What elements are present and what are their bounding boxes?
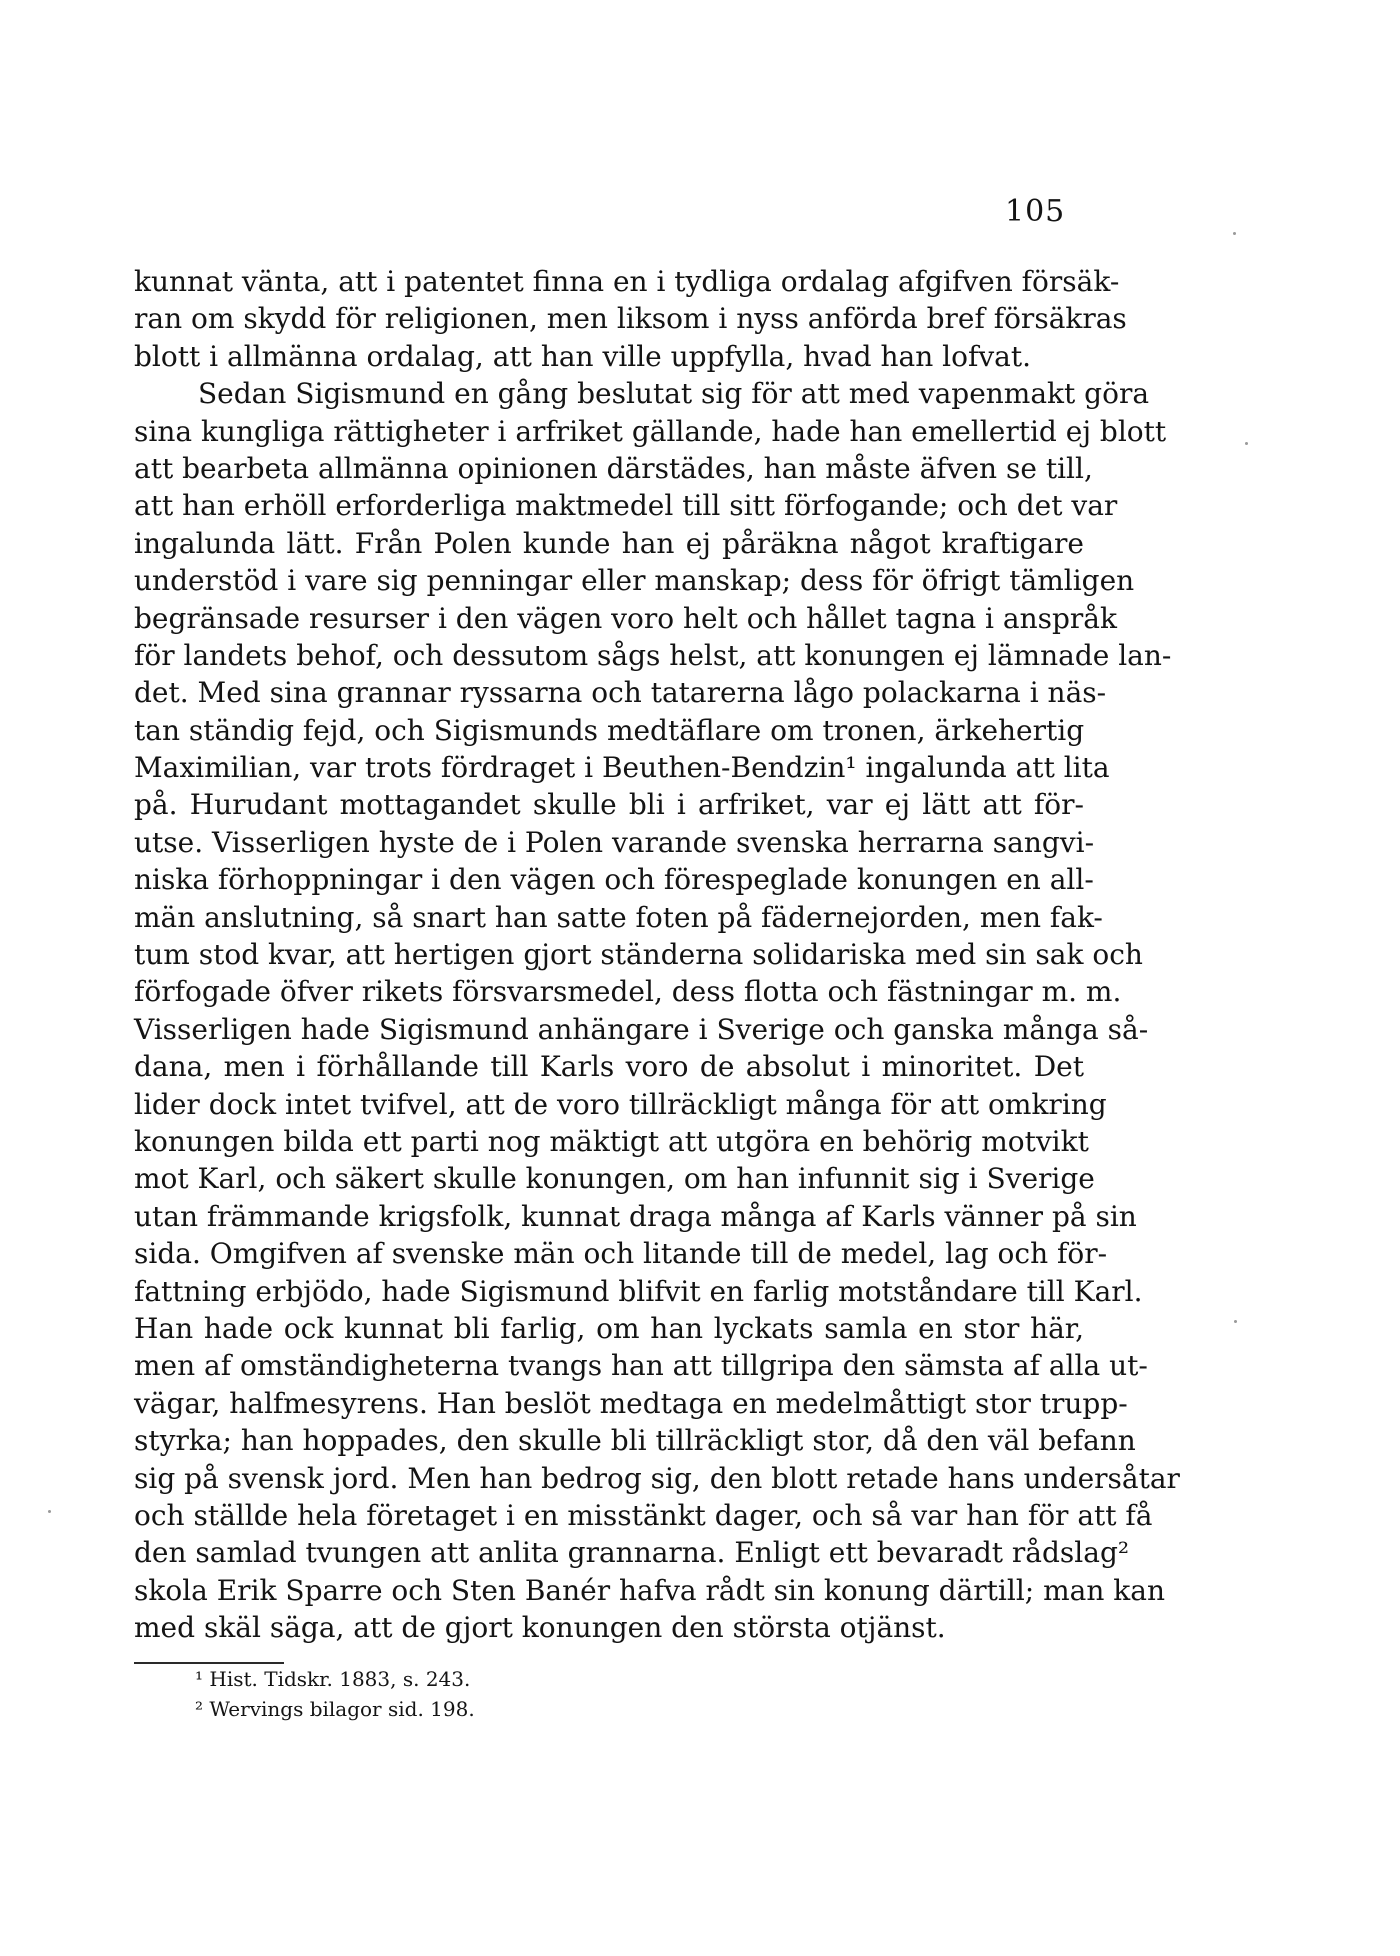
- footnotes: [195, 1664, 475, 1724]
- text-line: Visserligen hade Sigismund anhängare i Sverige och ganska många så-: [134, 1012, 1149, 1046]
- text-line: på. Hurudant mottagandet skulle bli i arfriket, var ej lätt att för-: [134, 788, 1084, 822]
- text-line: tum stod kvar, att hertigen gjort ständerna solidariska med sin sak och: [134, 938, 1143, 972]
- text-line: Sedan Sigismund en gång beslutat sig för att med vapenmakt göra: [198, 377, 1150, 411]
- text-line: sig på svensk jord. Men han bedrog sig, den blott retade hans undersåtar: [134, 1461, 1180, 1495]
- text-line: niska förhoppningar i den vägen och förespeglade konungen en all-: [134, 863, 1094, 897]
- scan-speck: [1245, 442, 1248, 445]
- text-line: sina kungliga rättigheter i arfriket gällande, hade han emellertid ej blott: [134, 414, 1167, 448]
- text-line: och ställde hela företaget i en misstänkt dager, och så var han för att få: [134, 1498, 1153, 1532]
- text-line: konungen bilda ett parti nog mäktigt att utgöra en behörig motvikt: [134, 1124, 1089, 1158]
- text-line: men af omständigheterna tvangs han att tillgripa den sämsta af alla ut-: [134, 1349, 1148, 1383]
- text-line: Maximilian, var trots fördraget i Beuthen-Bendzin¹ ingalunda att lita: [134, 751, 1110, 785]
- scan-speck: [48, 1510, 51, 1513]
- text-line: begränsade resurser i den vägen voro helt och hållet tagna i anspråk: [134, 601, 1117, 635]
- text-line: för landets behof, och dessutom sågs helst, att konungen ej lämnade lan-: [134, 638, 1172, 672]
- text-line: förfogade öfver rikets försvarsmedel, dess flotta och fästningar m. m.: [134, 975, 1122, 1009]
- text-line: understöd i vare sig penningar eller manskap; dess för öfrigt tämligen: [134, 564, 1135, 598]
- text-line: utse. Visserligen hyste de i Polen varande svenska herrarna sangvi-: [134, 825, 1095, 859]
- footnote-2: ² Wervings bilagor sid. 198.: [195, 1697, 475, 1721]
- text-line: blott i allmänna ordalag, att han ville uppfylla, hvad han lofvat.: [134, 339, 1031, 373]
- text-line: kunnat vänta, att i patentet finna en i tydliga ordalag afgifven försäk-: [134, 265, 1120, 298]
- text-line: styrka; han hoppades, den skulle bli tillräckligt stor, då den väl befann: [134, 1424, 1136, 1458]
- text-line: att bearbeta allmänna opinionen därstädes, han måste äfven se till,: [134, 451, 1093, 485]
- text-line: lider dock intet tvifvel, att de voro tillräckligt många för att omkring: [134, 1087, 1107, 1121]
- text-line: mot Karl, och säkert skulle konungen, om han infunnit sig i Sverige: [134, 1162, 1095, 1196]
- scan-speck: [1234, 1320, 1237, 1323]
- text-line: den samlad tvungen att anlita grannarna. Enligt ett bevaradt rådslag²: [134, 1536, 1130, 1570]
- body-text: [134, 263, 1180, 1646]
- text-line: dana, men i förhållande till Karls voro de absolut i minoritet. Det: [134, 1050, 1084, 1084]
- text-line: tan ständig fejd, och Sigismunds medtäflare om tronen, ärkehertig: [134, 713, 1085, 747]
- text-line: skola Erik Sparre och Sten Banér hafva rådt sin konung därtill; man kan: [134, 1573, 1165, 1607]
- text-line: Han hade ock kunnat bli farlig, om han lyckats samla en stor här,: [134, 1311, 1084, 1345]
- text-line: det. Med sina grannar ryssarna och tatarerna lågo polackarna i näs-: [134, 676, 1107, 710]
- text-line: med skäl säga, att de gjort konungen den största otjänst.: [134, 1611, 946, 1645]
- text-line: män anslutning, så snart han satte foten på fädernejorden, men fak-: [134, 900, 1103, 934]
- text-line: sida. Omgifven af svenske män och litande till de medel, lag och för-: [134, 1237, 1108, 1271]
- text-line: fattning erbjödo, hade Sigismund blifvit en farlig motståndare till Karl.: [134, 1274, 1143, 1308]
- page-number: 105: [1005, 194, 1066, 229]
- text-line: vägar, halfmesyrens. Han beslöt medtaga en medelmåttigt stor trupp-: [134, 1386, 1128, 1420]
- scan-speck: [1233, 232, 1236, 235]
- text-line: ran om skydd för religionen, men liksom i nyss anförda bref försäkras: [134, 302, 1127, 336]
- text-line: ingalunda lätt. Från Polen kunde han ej påräkna något kraftigare: [134, 526, 1084, 560]
- text-line: att han erhöll erforderliga maktmedel till sitt förfogande; och det var: [134, 489, 1118, 523]
- text-line: utan främmande krigsfolk, kunnat draga många af Karls vänner på sin: [134, 1199, 1137, 1233]
- footnote-1: ¹ Hist. Tidskr. 1883, s. 243.: [195, 1667, 471, 1691]
